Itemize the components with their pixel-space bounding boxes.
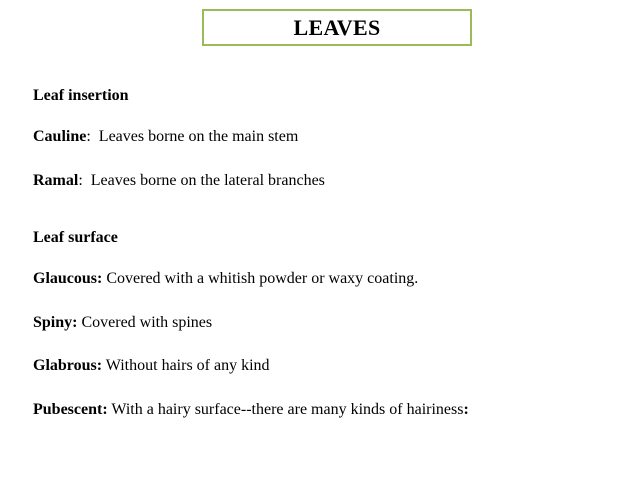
definition-cauline — [33, 127, 298, 147]
definition-ramal — [33, 171, 325, 191]
term-cauline: Cauline — [33, 128, 87, 145]
separator-cauline: : — [86, 128, 91, 145]
separator-ramal: : — [78, 172, 83, 189]
term-glabrous: Glabrous: — [33, 357, 103, 374]
section-heading-leaf-surface: Leaf surface — [33, 229, 118, 246]
term-spiny: Spiny: — [33, 314, 78, 331]
definition-pubescent — [33, 400, 469, 420]
term-pubescent: Pubescent: — [33, 401, 108, 418]
definition-text-ramal: Leaves borne on the lateral branches — [82, 172, 325, 189]
term-ramal: Ramal — [33, 172, 79, 189]
definition-text-cauline: Leaves borne on the main stem — [90, 128, 299, 145]
section-heading-leaf-insertion: Leaf insertion — [33, 87, 129, 104]
definition-glabrous — [33, 356, 270, 376]
trailing-colon-pubescent: : — [463, 401, 469, 418]
definition-glaucous — [33, 269, 418, 289]
definition-spiny — [33, 313, 212, 333]
definition-text-glaucous: Covered with a whitish powder or waxy coating. — [102, 270, 419, 287]
title-box — [202, 9, 472, 46]
definition-text-spiny: Covered with spines — [77, 314, 213, 331]
definition-text-pubescent: With a hairy surface--there are many kinds of hairiness — [107, 401, 464, 418]
page-title: LEAVES — [293, 14, 381, 40]
term-glaucous: Glaucous: — [33, 270, 103, 287]
definition-text-glabrous: Without hairs of any kind — [102, 357, 270, 374]
